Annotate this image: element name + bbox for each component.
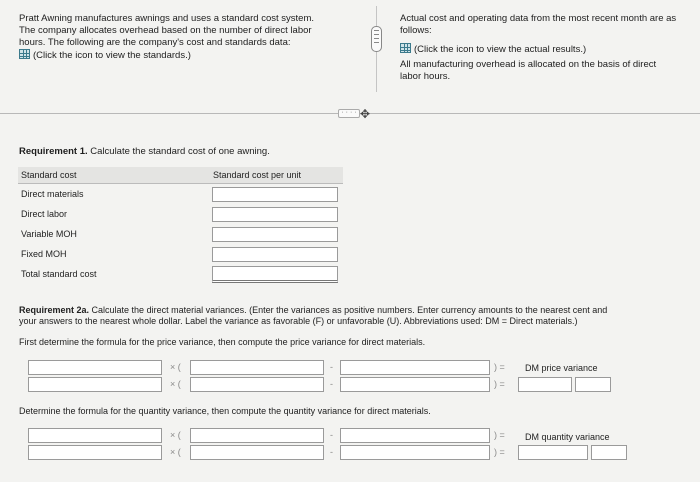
requirement-1-title: Requirement 1. Calculate the standard cost of one awning. — [19, 146, 270, 157]
intro-line: The company allocates overhead based on the number of direct labor — [19, 25, 312, 36]
column-header: Standard cost — [18, 167, 211, 184]
price-formula-input[interactable] — [340, 360, 490, 375]
quantity-formula-input[interactable] — [190, 428, 324, 443]
dm-price-variance-label: DM price variance — [525, 363, 598, 373]
price-formula-input[interactable] — [28, 360, 162, 375]
price-variance-instruction: First determine the formula for the price variance, then compute the price variance for direct materials. — [19, 337, 426, 347]
table-icon[interactable] — [19, 49, 30, 59]
total-standard-cost-input[interactable] — [212, 266, 338, 283]
table-row: Direct labor — [18, 204, 343, 224]
price-value-input[interactable] — [190, 377, 324, 392]
quantity-formula-input[interactable] — [340, 428, 490, 443]
quantity-formula-input[interactable] — [28, 428, 162, 443]
allocation-note: labor hours. — [400, 71, 451, 82]
column-header: Standard cost per unit — [211, 167, 343, 184]
quantity-variance-instruction: Determine the formula for the quantity variance, then compute the quantity variance for direct materials. — [19, 406, 431, 416]
move-icon[interactable]: ✥ — [360, 107, 371, 121]
price-value-input[interactable] — [340, 377, 490, 392]
dm-price-variance-amount[interactable] — [518, 377, 572, 392]
table-row: Fixed MOH — [18, 244, 343, 264]
dm-quantity-variance-amount[interactable] — [518, 445, 588, 460]
intro-text — [19, 13, 359, 62]
variable-moh-input[interactable] — [212, 227, 338, 242]
quantity-value-input[interactable] — [190, 445, 324, 460]
table-header-row — [18, 167, 343, 184]
table-row: Variable MOH — [18, 224, 343, 244]
direct-labor-input[interactable] — [212, 207, 338, 222]
actual-line: Actual cost and operating data from the most recent month are as — [400, 13, 677, 24]
standards-link[interactable]: (Click the icon to view the standards.) — [19, 49, 359, 62]
intro-line: hours. The following are the company's cost and standards data: — [19, 37, 291, 48]
actual-results-link[interactable]: (Click the icon to view the actual results.) — [400, 43, 700, 56]
quantity-value-input[interactable] — [340, 445, 490, 460]
actual-text — [400, 13, 700, 83]
requirement-2a-title: Requirement 2a. Calculate the direct material variances. (Enter the variances as positive numbers. Enter currency amounts to the nearest cent and your answers to the nearest whole dollar. Label the variance as favorable (F) or unfavorable (U). Abbreviations used: DM = Direct materials.) — [19, 305, 608, 326]
allocation-note: All manufacturing overhead is allocated on the basis of direct — [400, 59, 657, 70]
actual-line: follows: — [400, 25, 432, 36]
panel-resize-handle[interactable] — [371, 26, 382, 52]
table-row: Total standard cost — [18, 264, 343, 284]
quantity-value-input[interactable] — [28, 445, 162, 460]
fixed-moh-input[interactable] — [212, 247, 338, 262]
table-row: Direct materials — [18, 184, 343, 205]
dm-quantity-variance-fu-select[interactable] — [591, 445, 627, 460]
intro-line: Pratt Awning manufactures awnings and uses a standard cost system. — [19, 13, 315, 24]
price-formula-input[interactable] — [190, 360, 324, 375]
dm-price-variance-fu-select[interactable] — [575, 377, 611, 392]
standard-cost-table — [18, 167, 343, 284]
direct-materials-input[interactable] — [212, 187, 338, 202]
dm-quantity-variance-label: DM quantity variance — [525, 432, 610, 442]
price-value-input[interactable] — [28, 377, 162, 392]
table-icon[interactable] — [400, 43, 411, 53]
drag-handle[interactable]: · · · · — [338, 109, 360, 118]
